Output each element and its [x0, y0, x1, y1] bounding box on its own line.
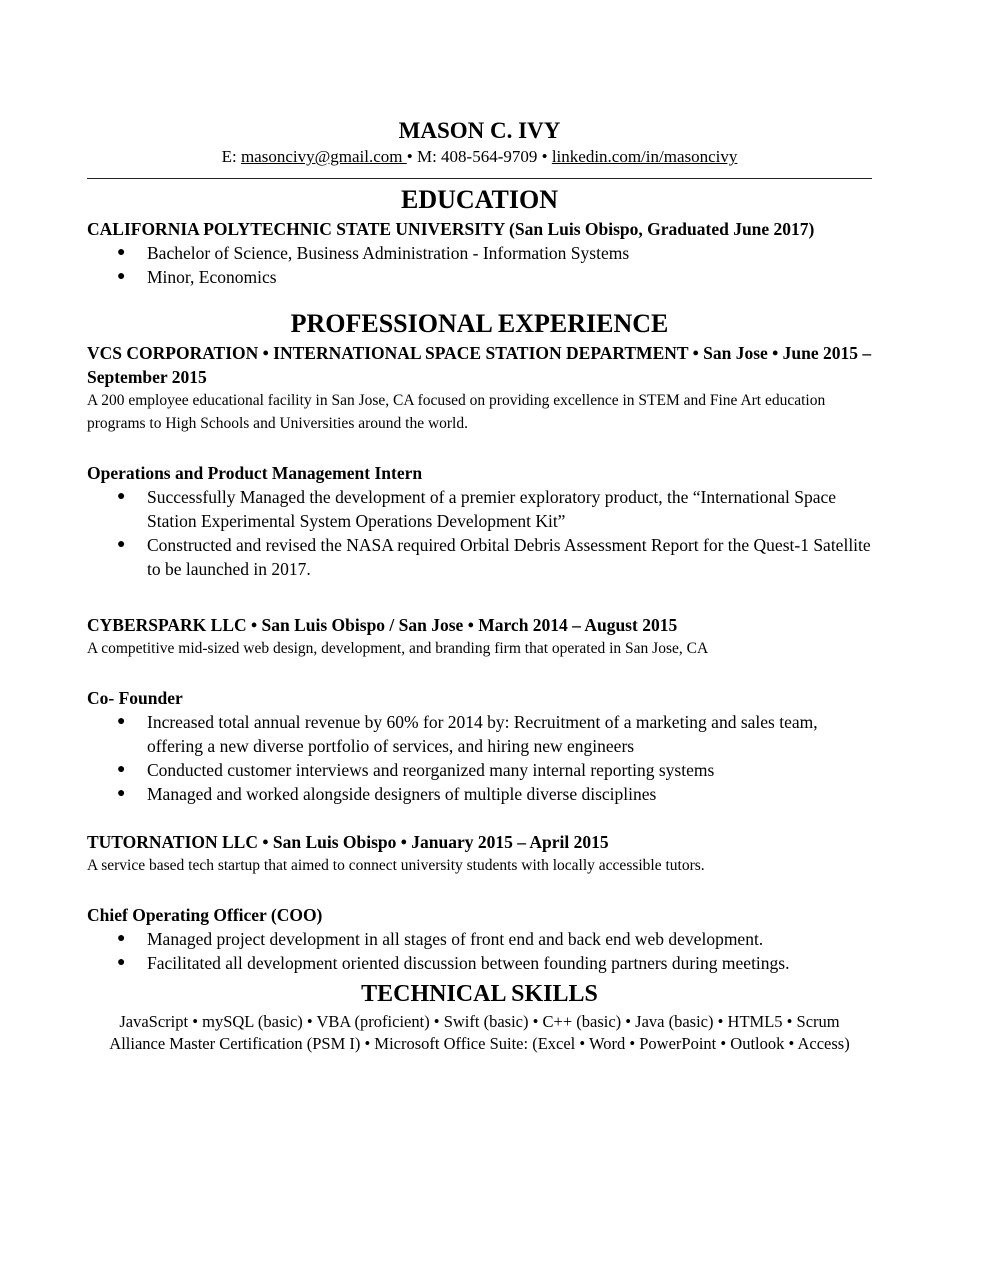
list-item: ● Managed project development in all stages of front end and back end web development.: [117, 929, 764, 949]
list-item: ● Increased total annual revenue by 60% for 2014 by: Recruitment of a marketing and sales team, offering a new diverse portfolio of services, and hiring new engineers: [117, 712, 818, 756]
school-line: CALIFORNIA POLYTECHNIC STATE UNIVERSITY (San Luis Obispo, Graduated June 2017): [87, 219, 815, 239]
job-bullets: [87, 485, 872, 581]
email-prefix: E:: [221, 147, 241, 166]
bullet-icon: ●: [117, 714, 126, 729]
list-item: ● Minor, Economics: [117, 267, 277, 287]
skills-heading: TECHNICAL SKILLS: [361, 981, 598, 1007]
list-item: ● Facilitated all development oriented discussion between founding partners during meetings.: [117, 953, 790, 973]
bullet-icon: ●: [117, 786, 126, 801]
job-org-line: VCS CORPORATION • INTERNATIONAL SPACE STATION DEPARTMENT • San Jose • June 2015 – September 2015: [87, 343, 872, 387]
job-role: Operations and Product Management Intern: [87, 463, 423, 483]
bullet-icon: ●: [117, 245, 126, 260]
linkedin-link[interactable]: linkedin.com/in/masoncivy: [551, 147, 738, 166]
job-bullets: [87, 927, 872, 975]
list-item: ● Bachelor of Science, Business Administration - Information Systems: [117, 243, 630, 263]
resume-page: [87, 116, 872, 1055]
resume-name: MASON C. IVY: [398, 118, 561, 143]
bullet-icon: ●: [117, 489, 126, 504]
job-description: A service based tech startup that aimed to connect university students with locally accessible tutors.: [87, 857, 705, 874]
bullet-icon: ●: [117, 537, 126, 552]
job-description: A competitive mid-sized web design, development, and branding firm that operated in San Jose, CA: [87, 640, 709, 657]
bullet-icon: ●: [117, 931, 126, 946]
bullet-icon: ●: [117, 762, 126, 777]
header-divider: [87, 178, 872, 179]
bullet-icon: ●: [117, 955, 126, 970]
education-list: [87, 241, 872, 289]
phone-text: • M: 408-564-9709 •: [406, 147, 552, 166]
job-role: Co- Founder: [87, 688, 183, 708]
experience-heading: PROFESSIONAL EXPERIENCE: [290, 309, 669, 338]
email-link[interactable]: masoncivy@gmail.com: [240, 147, 407, 166]
job-bullets: [87, 710, 872, 806]
list-item: ● Constructed and revised the NASA required Orbital Debris Assessment Report for the Quest-1 Satellite to be launched in 2017.: [117, 535, 871, 579]
bullet-icon: ●: [117, 269, 126, 284]
list-item: ● Managed and worked alongside designers of multiple diverse disciplines: [117, 784, 657, 804]
job-org-line: CYBERSPARK LLC • San Luis Obispo / San Jose • March 2014 – August 2015: [87, 615, 678, 635]
contact-line: [87, 146, 872, 168]
job-description: A 200 employee educational facility in San Jose, CA focused on providing excellence in STEM and Fine Art education programs to High Schools and Universities around the world.: [87, 392, 826, 432]
job-role: Chief Operating Officer (COO): [87, 905, 323, 925]
list-item: ● Successfully Managed the development of a premier exploratory product, the “International Space Station Experimental System Operations Development Kit”: [117, 487, 837, 531]
skills-text: JavaScript • mySQL (basic) • VBA (proficient) • Swift (basic) • C++ (basic) • Java (basic) • HTML5 • Scrum Alliance Master Certification (PSM I) • Microsoft Office Suite: (Excel • Word • PowerPoint • Outlook • Access): [109, 1012, 850, 1053]
job-org-line: TUTORNATION LLC • San Luis Obispo • January 2015 – April 2015: [87, 832, 609, 852]
education-heading: EDUCATION: [401, 185, 558, 214]
list-item: ● Conducted customer interviews and reorganized many internal reporting systems: [117, 760, 715, 780]
